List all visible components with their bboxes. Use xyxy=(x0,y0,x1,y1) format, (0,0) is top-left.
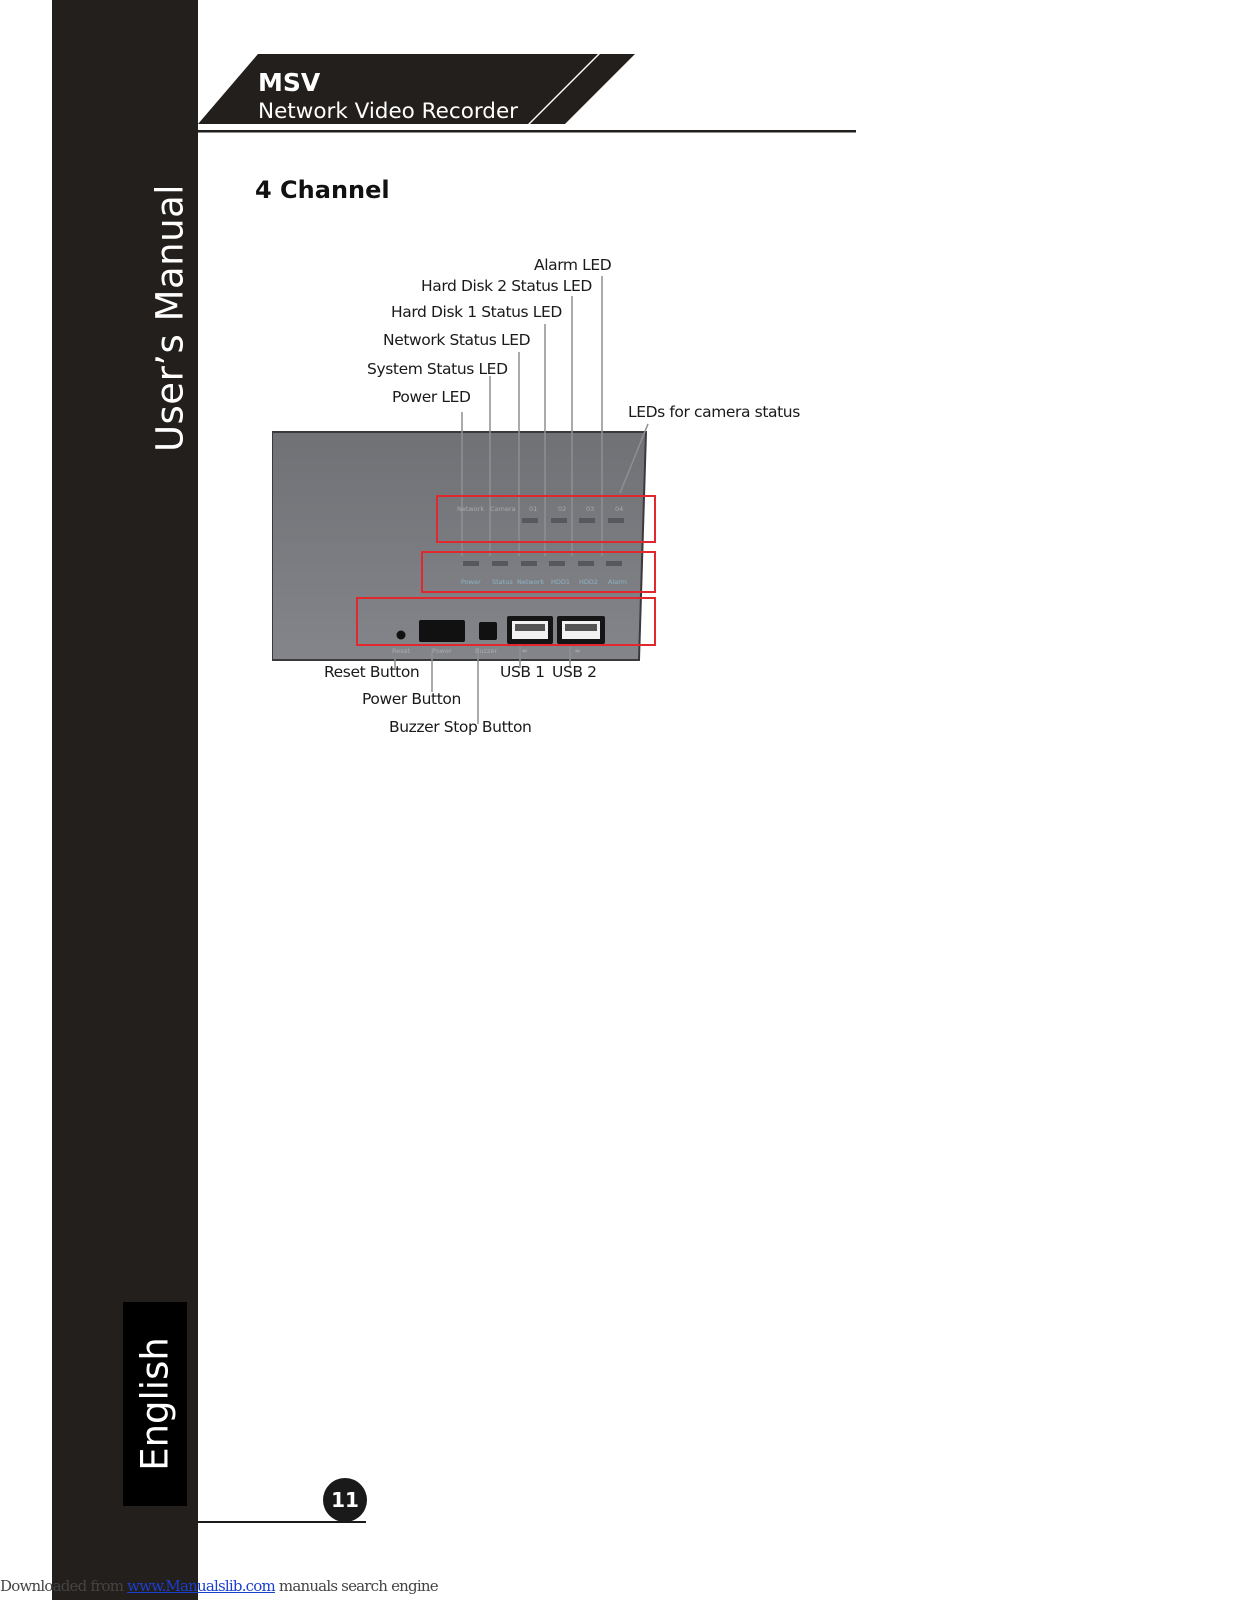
system-status-led xyxy=(492,561,508,566)
panel-label-ch01: 01 xyxy=(529,505,538,513)
power-led xyxy=(463,561,479,566)
led-label-status: Status xyxy=(492,578,513,586)
brand-subtitle: Network Video Recorder xyxy=(258,99,519,124)
page-number: 11 xyxy=(323,1478,367,1522)
alarm-led xyxy=(606,561,622,566)
usb-port-1 xyxy=(507,616,553,644)
manual-title: User’s Manual xyxy=(148,183,192,453)
camera-led-02 xyxy=(551,518,567,523)
panel-label-camera: Camera xyxy=(490,505,516,513)
callout-network-led: Network Status LED xyxy=(383,331,531,349)
front-panel-diagram xyxy=(272,256,812,756)
usb-port-2 xyxy=(557,616,605,644)
header-rule xyxy=(198,130,856,133)
callout-usb2: USB 2 xyxy=(552,663,597,681)
callout-alarm-led: Alarm LED xyxy=(534,256,612,274)
callout-power-led: Power LED xyxy=(392,388,471,406)
manualslib-link[interactable]: www.Manualslib.com xyxy=(127,1577,275,1595)
hdd2-status-led xyxy=(578,561,594,566)
network-status-led xyxy=(521,561,537,566)
camera-led-04 xyxy=(608,518,624,523)
callout-hdd1-led: Hard Disk 1 Status LED xyxy=(391,303,562,321)
camera-led-01 xyxy=(522,518,538,523)
reset-button xyxy=(397,631,406,640)
led-label-hdd1: HDD1 xyxy=(551,578,571,586)
callout-hdd2-led: Hard Disk 2 Status LED xyxy=(421,277,592,295)
callout-system-led: System Status LED xyxy=(367,360,508,378)
callout-usb1: USB 1 xyxy=(500,663,545,681)
led-label-power: Power xyxy=(461,578,481,586)
led-label-network: Network xyxy=(517,578,545,586)
panel-label-network: Network xyxy=(457,505,485,513)
footer-rule xyxy=(198,1521,366,1523)
download-prefix: Downloaded from xyxy=(0,1577,128,1595)
panel-label-ch04: 04 xyxy=(615,505,624,513)
callout-reset-button: Reset Button xyxy=(324,663,420,681)
button-label-buzzer: Buzzer xyxy=(475,647,498,655)
led-label-alarm: Alarm xyxy=(608,578,628,586)
led-label-hdd2: HDD2 xyxy=(579,578,599,586)
button-label-power: Power xyxy=(432,647,452,655)
buzzer-stop-button xyxy=(479,622,497,640)
download-suffix: manuals search engine xyxy=(274,1577,438,1595)
callout-camera-leds: LEDs for camera status xyxy=(628,403,800,421)
brand-name: MSV xyxy=(258,68,321,97)
language-label: English xyxy=(133,1337,177,1471)
download-note xyxy=(0,1577,438,1595)
callout-buzzer-button: Buzzer Stop Button xyxy=(389,718,532,736)
usb-symbol-1: ⇹ xyxy=(522,647,528,655)
panel-label-ch03: 03 xyxy=(586,505,595,513)
button-label-reset: Reset xyxy=(392,647,411,655)
hdd1-status-led xyxy=(549,561,565,566)
section-title: 4 Channel xyxy=(255,176,390,204)
panel-label-ch02: 02 xyxy=(558,505,567,513)
camera-led-03 xyxy=(579,518,595,523)
usb-symbol-2: ⇹ xyxy=(575,647,581,655)
power-button xyxy=(419,620,465,642)
callout-power-button: Power Button xyxy=(362,690,461,708)
front-panel-figure xyxy=(272,256,812,756)
